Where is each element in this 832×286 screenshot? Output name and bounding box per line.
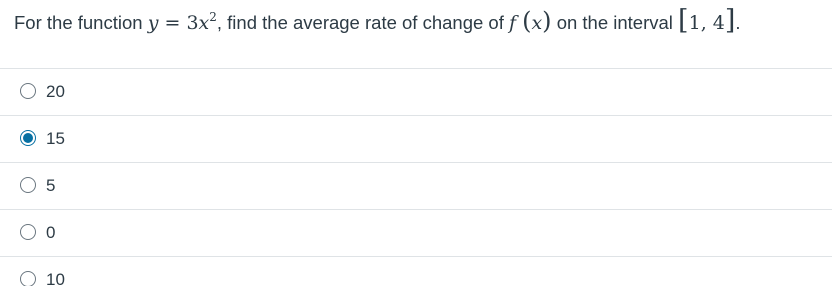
radio-button[interactable] — [20, 271, 36, 286]
function-close-paren: ) — [542, 7, 552, 35]
question-prefix: For the function — [14, 12, 143, 33]
equation-equals: = — [164, 12, 181, 34]
answer-label[interactable]: 0 — [46, 223, 56, 242]
interval-text: on the interval — [556, 12, 673, 33]
equation-coefficient: 3 — [186, 12, 199, 34]
interval-start: 1 — [688, 12, 701, 34]
equation-lhs: y — [147, 12, 159, 34]
question-middle: , find the average rate of change of — [216, 12, 504, 33]
function-name: f — [508, 12, 517, 34]
answer-label[interactable]: 20 — [46, 82, 65, 101]
function-argument: x — [531, 12, 543, 34]
answer-option[interactable] — [0, 162, 832, 209]
answer-label[interactable]: 5 — [46, 176, 56, 195]
answer-option[interactable] — [0, 68, 832, 115]
radio-button[interactable] — [20, 130, 36, 146]
answer-option[interactable] — [0, 256, 832, 286]
interval-close-bracket: ] — [724, 5, 736, 36]
interval-notation — [678, 5, 736, 36]
equation-variable: x — [198, 12, 210, 34]
answer-list — [0, 68, 832, 286]
question-end-period: . — [735, 12, 741, 33]
answer-option[interactable] — [0, 209, 832, 256]
interval-open-bracket: [ — [678, 5, 689, 36]
answer-label[interactable]: 15 — [46, 129, 65, 148]
function-open-paren: ( — [522, 7, 532, 35]
function-notation — [508, 7, 552, 35]
interval-end: 4 — [712, 12, 725, 34]
question-text — [14, 5, 824, 38]
radio-button[interactable] — [20, 224, 36, 240]
answer-option[interactable] — [0, 115, 832, 162]
radio-button[interactable] — [20, 83, 36, 99]
answer-label[interactable]: 10 — [46, 270, 65, 286]
interval-separator: , — [700, 12, 707, 34]
equation-exponent: 2 — [209, 10, 217, 24]
function-equation — [148, 12, 217, 34]
radio-button[interactable] — [20, 177, 36, 193]
